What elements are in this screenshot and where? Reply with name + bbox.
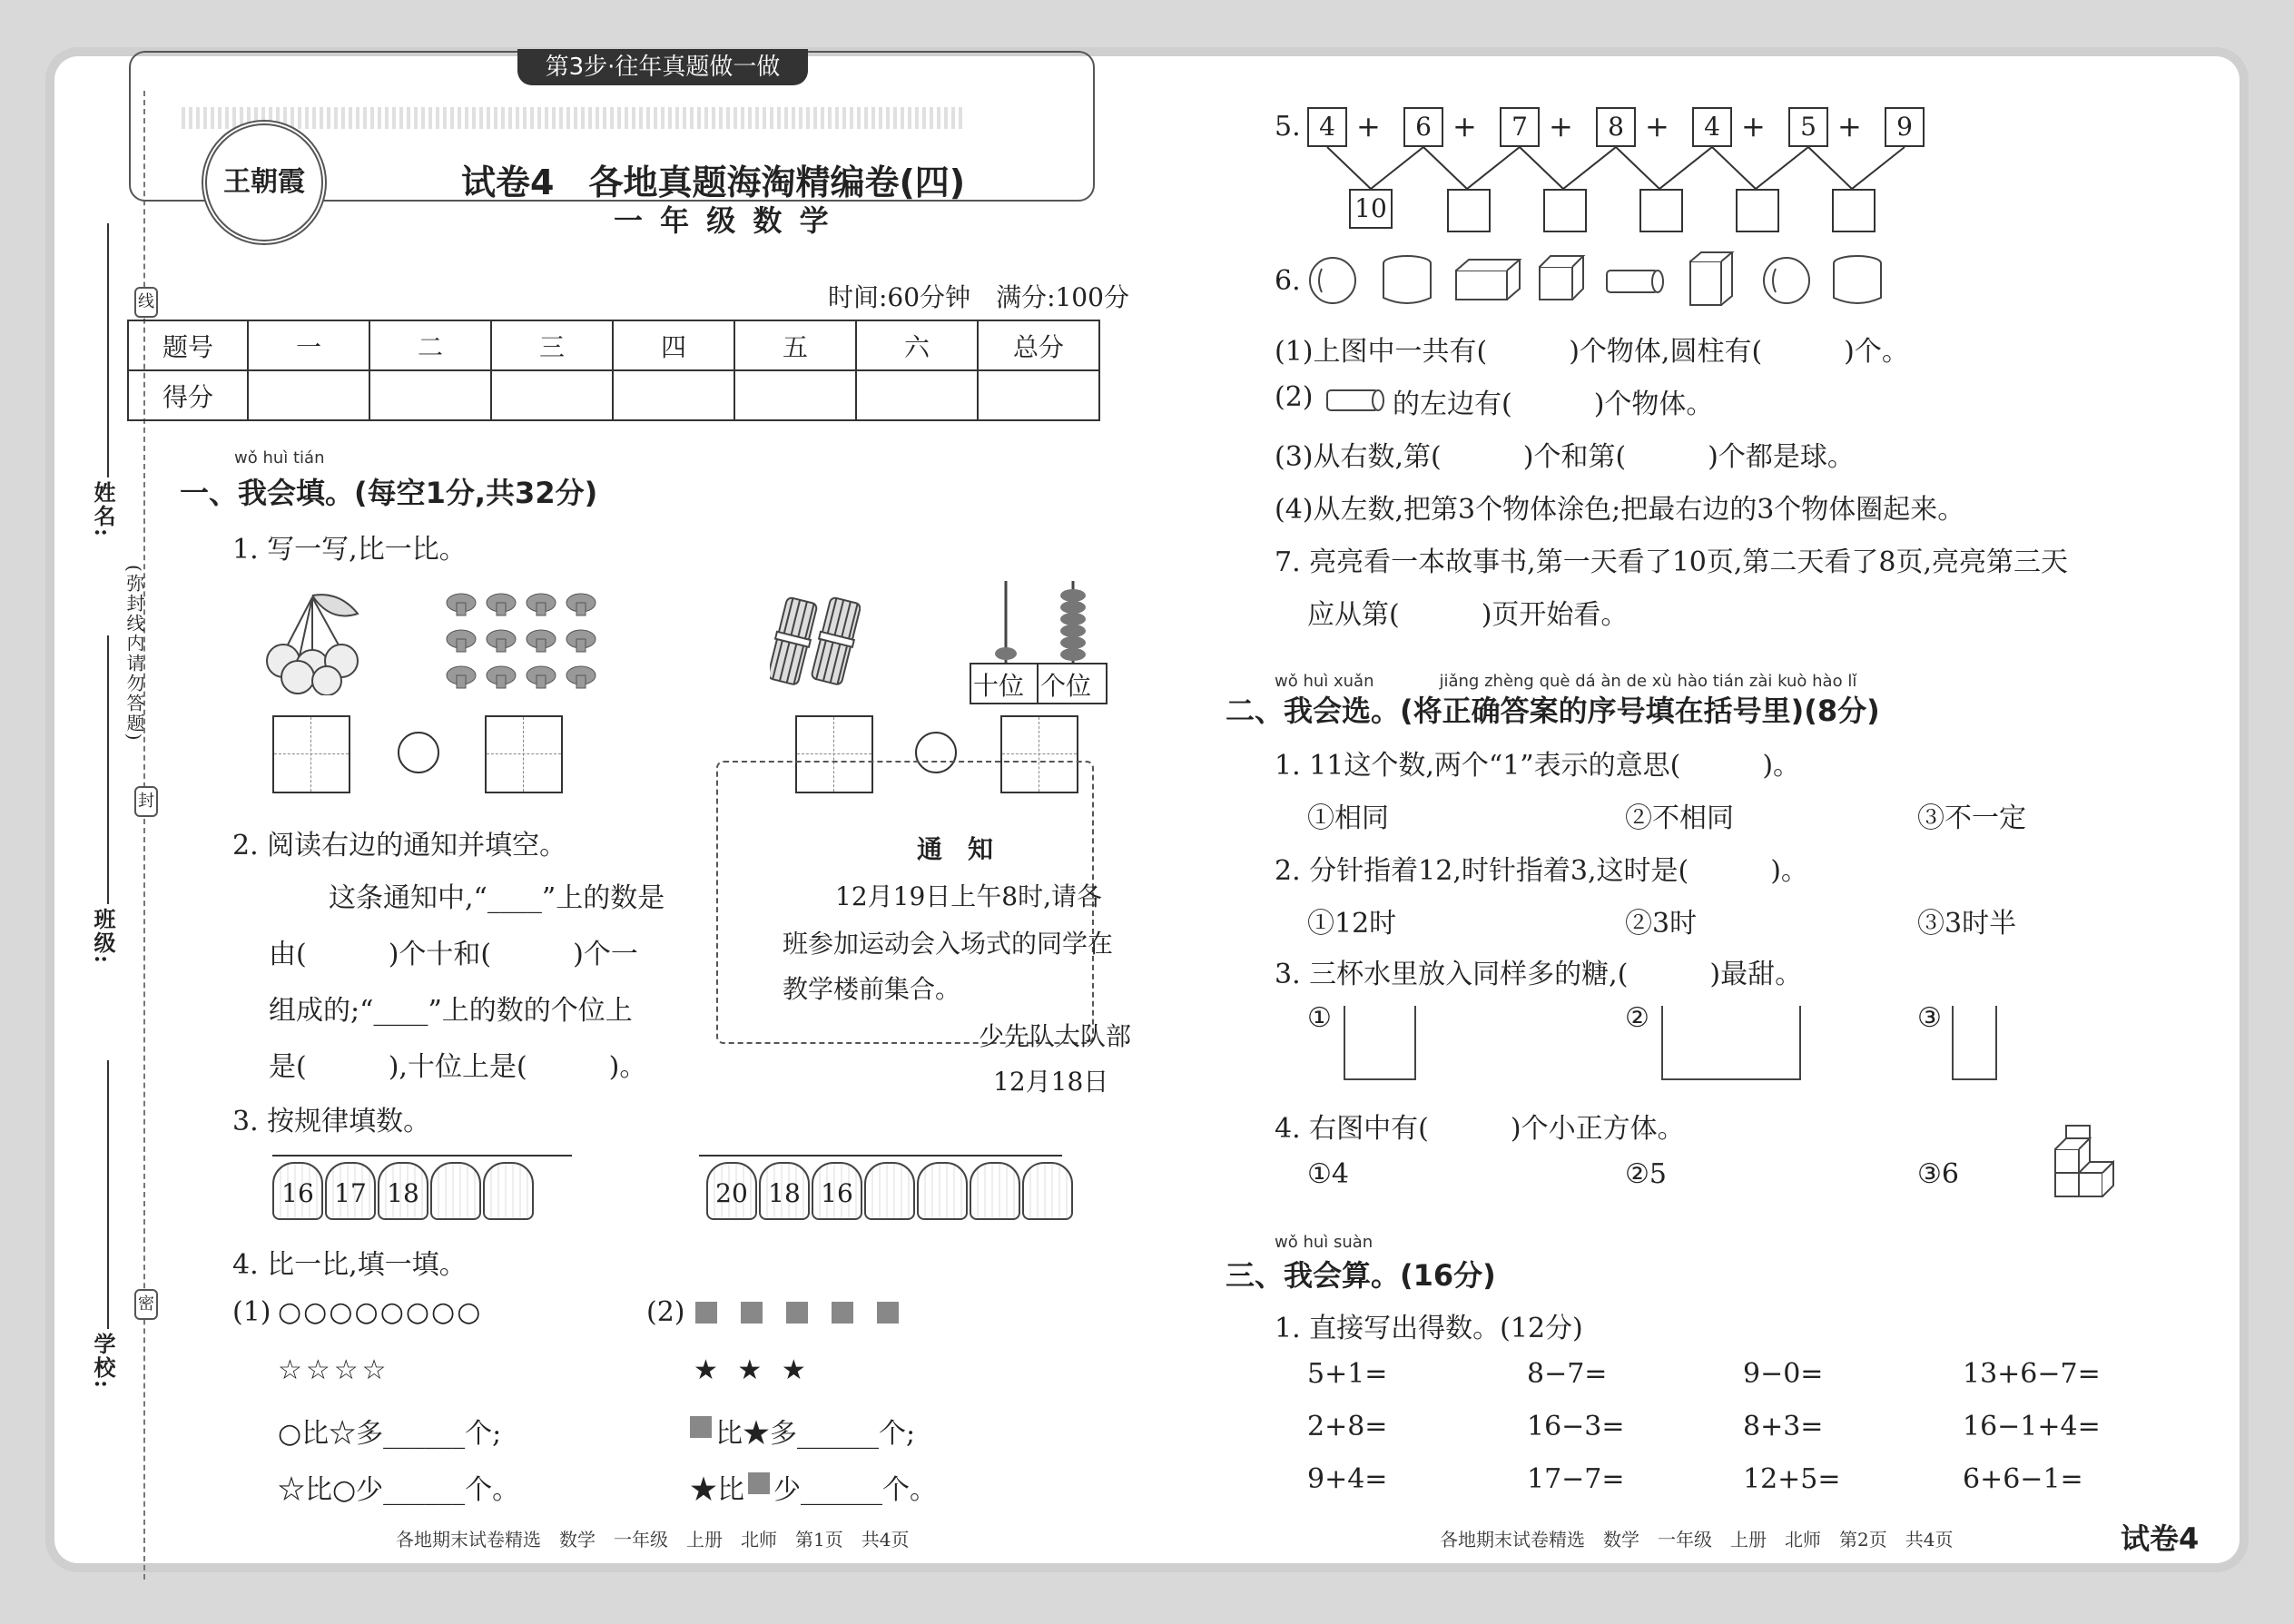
name-label: 姓名:	[90, 481, 116, 538]
sec2-q4-opt-1[interactable]: ①4	[1307, 1158, 1349, 1190]
gray-square-icon	[741, 1302, 763, 1324]
time-info: 时间:60分钟 满分:100分	[828, 282, 1129, 312]
seq2-string	[699, 1155, 1062, 1156]
brand-logo-text: 王朝霞	[223, 166, 305, 198]
plus-sign: +	[1741, 109, 1766, 143]
q2-line-4: 是( ),十位上是( )。	[269, 1051, 647, 1083]
footer-left: 各地期末试卷精选 数学 一年级 上册 北师 第1页 共4页	[396, 1529, 910, 1550]
plus-sign: +	[1837, 109, 1862, 143]
calc-item[interactable]: 9−0=	[1743, 1358, 1824, 1390]
score-header-cell: 题号	[128, 320, 248, 370]
seq1-string	[272, 1155, 572, 1156]
q2-line-3: 组成的;“____”上的数的个位上	[269, 995, 633, 1027]
brand-logo	[202, 120, 327, 245]
water-cup-2	[1661, 1006, 1801, 1080]
sec2-q2: 2. 分针指着12,时针指着3,这时是( )。	[1275, 855, 1808, 887]
q4b-label: (2)	[646, 1296, 685, 1328]
seq2-bell-blank[interactable]	[917, 1162, 968, 1220]
plus-sign: +	[1549, 109, 1573, 143]
plus-sign: +	[1452, 109, 1477, 143]
sec3-pinyin: wǒ huì suàn	[1275, 1233, 1373, 1252]
calc-item[interactable]: 9+4=	[1307, 1463, 1388, 1495]
sec3-q1: 1. 直接写出得数。(12分)	[1275, 1313, 1583, 1344]
sec2-q2-opt-3[interactable]: ③3时半	[1917, 908, 2017, 940]
q5-top-box: 6	[1403, 107, 1443, 147]
seq1-bell-3	[378, 1162, 428, 1220]
notice-title: 通 知	[917, 834, 994, 864]
abacus-label-ones: 个位	[1040, 671, 1092, 701]
lying-cylinder-icon	[1325, 385, 1385, 414]
q5-top-box: 8	[1596, 107, 1636, 147]
score-cell[interactable]	[369, 370, 491, 420]
sec2-q2-opt-2[interactable]: ②3时	[1625, 908, 1698, 940]
q5-bottom-box[interactable]	[1832, 189, 1876, 232]
score-row-label: 得分	[128, 370, 248, 420]
q6-line-1: (1)上图中一共有( )个物体,圆柱有( )个。	[1275, 336, 1909, 368]
seq1-bell-2	[325, 1162, 376, 1220]
notice-org: 少先队大队部	[979, 1021, 1132, 1051]
sec3-title: 三、我会算。(16分)	[1226, 1258, 1496, 1293]
score-cell[interactable]	[248, 370, 369, 420]
q6-line-2: 的左边有( )个物体。	[1393, 389, 1714, 420]
class-field[interactable]	[107, 635, 109, 904]
calc-item[interactable]: 5+1=	[1307, 1358, 1388, 1390]
sec1-pinyin: wǒ huì tián	[234, 448, 325, 468]
q5-top-box: 9	[1885, 107, 1925, 147]
sec2-q4: 4. 右图中有( )个小正方体。	[1275, 1113, 1685, 1145]
plus-sign: +	[1645, 109, 1669, 143]
q4b-stars: ★ ★ ★	[694, 1354, 812, 1386]
q6-line-2-prefix: (2)	[1275, 381, 1314, 413]
abacus-label-tens: 十位	[973, 671, 1025, 701]
cherries-illustration	[258, 586, 376, 695]
q5-top-box: 7	[1500, 107, 1540, 147]
seal-note: (弥封线内请勿答题)	[123, 565, 145, 743]
abacus-illustration	[970, 581, 1106, 663]
header-stripe	[182, 107, 962, 129]
score-header-cell: 一	[248, 320, 369, 370]
q5-bottom-box[interactable]	[1639, 189, 1683, 232]
school-label: 学校:	[90, 1333, 116, 1390]
answer-box-mushrooms[interactable]	[485, 715, 563, 793]
calc-item[interactable]: 8+3=	[1743, 1411, 1824, 1442]
seq1-value: 17	[334, 1178, 367, 1208]
q5-top-box: 5	[1788, 107, 1828, 147]
score-table	[127, 320, 1100, 421]
q5-top-box: 4	[1692, 107, 1732, 147]
sec2-q2-opt-1[interactable]: ①12时	[1307, 908, 1397, 940]
q4b-line-2b: 少______个。	[773, 1474, 937, 1506]
q4a-label: (1)	[232, 1296, 271, 1328]
compare-circle-1[interactable]	[398, 732, 439, 773]
sec1-q3: 3. 按规律填数。	[232, 1106, 431, 1137]
seq2-bell-1	[706, 1162, 757, 1220]
score-cell[interactable]	[491, 370, 613, 420]
cylinder-icon	[1383, 256, 1431, 303]
sec2-q1: 1. 11这个数,两个“1”表示的意思( )。	[1275, 750, 1801, 782]
seq2-value: 20	[715, 1178, 748, 1208]
sec2-q1-opt-1[interactable]: ①相同	[1307, 802, 1389, 834]
sec2-pinyin: wǒ huì xuǎn jiǎng zhèng què dá àn de xù hào tián zài kuò hào lǐ	[1275, 672, 1857, 691]
sec1-q2: 2. 阅读右边的通知并填空。	[232, 830, 567, 861]
score-header-cell: 总分	[978, 320, 1099, 370]
q5-bottom-box[interactable]	[1543, 189, 1587, 232]
cylinder-icon	[1834, 256, 1881, 303]
sec2-q1-opt-3[interactable]: ③不一定	[1917, 802, 2026, 834]
score-header-cell: 二	[369, 320, 491, 370]
score-cell[interactable]	[856, 370, 978, 420]
q5-top-box: 4	[1307, 107, 1347, 147]
binding-mark-feng: 封	[134, 786, 158, 817]
lying-cylinder-icon	[1607, 271, 1663, 292]
score-header-cell: 六	[856, 320, 978, 370]
score-cell[interactable]	[613, 370, 734, 420]
seq2-bell-2	[759, 1162, 810, 1220]
stick-bundles-illustration	[770, 595, 861, 690]
q4b-line-2a: ★比	[690, 1474, 744, 1506]
q4a-circles: ○○○○○○○○	[278, 1296, 483, 1328]
q6-line-3: (3)从右数,第( )个和第( )个都是球。	[1275, 441, 1855, 473]
calc-item[interactable]: 13+6−7=	[1963, 1358, 2101, 1390]
tall-cuboid-icon	[1690, 252, 1732, 305]
q5-label: 5.	[1275, 111, 1301, 143]
binding-mark-xian: 线	[134, 287, 158, 318]
binding-mark-mi: 密	[134, 1289, 158, 1320]
sec2-q3-opt-3[interactable]: ③	[1917, 1002, 1942, 1034]
score-cell[interactable]	[734, 370, 856, 420]
notice-line-2: 班参加运动会入场式的同学在	[783, 929, 1114, 959]
mushrooms-illustration	[445, 588, 608, 695]
sphere-icon	[1764, 258, 1809, 303]
class-label: 班级:	[90, 908, 116, 965]
seq1-value: 16	[281, 1178, 314, 1208]
cube-icon	[1540, 256, 1583, 300]
calc-item[interactable]: 2+8=	[1307, 1411, 1388, 1442]
seq2-bell-3	[812, 1162, 862, 1220]
q5-bottom-box: 10	[1349, 189, 1393, 229]
calc-item[interactable]: 16−3=	[1527, 1411, 1625, 1442]
calc-item[interactable]: 17−7=	[1527, 1463, 1625, 1495]
plus-sign: +	[1356, 109, 1381, 143]
seq1-value: 18	[387, 1178, 419, 1208]
calc-item[interactable]: 8−7=	[1527, 1358, 1608, 1390]
gray-square-icon	[690, 1416, 712, 1438]
sec2-q3-opt-1[interactable]: ①	[1307, 1002, 1332, 1034]
q5-connector-lines	[1307, 145, 1943, 191]
notice-line-3: 教学楼前集合。	[783, 974, 961, 1004]
q6-line-4: (4)从左数,把第3个物体涂色;把最右边的3个物体圈起来。	[1275, 494, 1965, 526]
gray-square-icon	[748, 1472, 770, 1494]
footer-right: 各地期末试卷精选 数学 一年级 上册 北师 第2页 共4页	[1440, 1529, 1954, 1550]
sec2-q1-opt-2[interactable]: ②不相同	[1625, 802, 1734, 834]
calc-item[interactable]: 16−1+4=	[1963, 1411, 2101, 1442]
q6-label: 6.	[1275, 265, 1301, 297]
answer-box-cherries[interactable]	[272, 715, 350, 793]
cuboid-icon	[1456, 260, 1520, 300]
sec1-title: 一、我会填。(每空1分,共32分)	[180, 476, 598, 510]
q2-line-1: 这条通知中,“____”上的数是	[329, 882, 665, 914]
seq1-bell-1	[272, 1162, 323, 1220]
sec1-q1: 1. 写一写,比一比。	[232, 534, 467, 566]
q2-line-2: 由( )个十和( )个一	[269, 939, 638, 970]
score-header-cell: 四	[613, 320, 734, 370]
seq1-bell-blank[interactable]	[483, 1162, 534, 1220]
gray-square-icon	[832, 1302, 853, 1324]
exam-sheet	[54, 56, 2240, 1563]
name-field[interactable]	[107, 223, 109, 477]
q7-line-1: 7. 亮亮看一本故事书,第一天看了10页,第二天看了8页,亮亮第三天	[1275, 546, 2069, 578]
water-cup-1	[1344, 1006, 1416, 1080]
score-cell[interactable]	[978, 370, 1099, 420]
score-header-cell: 三	[491, 320, 613, 370]
exam-badge: 试卷4	[2121, 1521, 2200, 1556]
calc-item[interactable]: 12+5=	[1743, 1463, 1841, 1495]
sec2-q3: 3. 三杯水里放入同样多的糖,( )最甜。	[1275, 959, 1803, 990]
step-tag: 第3步·往年真题做一做	[517, 49, 808, 85]
sec1-q4: 4. 比一比,填一填。	[232, 1249, 467, 1281]
sphere-icon	[1310, 258, 1355, 303]
notice-date: 12月18日	[993, 1067, 1109, 1097]
q5-bottom-box[interactable]	[1447, 189, 1491, 232]
exam-subtitle: 一 年 级 数 学	[614, 203, 832, 238]
gray-square-icon	[786, 1302, 808, 1324]
cubes-stack-illustration	[2053, 1122, 2130, 1198]
q7-line-2: 应从第( )页开始看。	[1307, 599, 1629, 631]
q4a-line-2: ☆比○少______个。	[278, 1474, 520, 1506]
sec2-q4-opt-3[interactable]: ③6	[1917, 1158, 1959, 1190]
seq2-bell-blank[interactable]	[1022, 1162, 1073, 1220]
calc-item[interactable]: 6+6−1=	[1963, 1463, 2083, 1495]
gray-square-icon	[695, 1302, 717, 1324]
q5-bottom-box[interactable]	[1736, 189, 1779, 232]
exam-title: 试卷4 各地真题海淘精编卷(四)	[461, 162, 966, 202]
q4a-stars: ☆☆☆☆	[278, 1354, 390, 1386]
abacus-divider	[1037, 663, 1039, 703]
notice-line-1: 12月19日上午8时,请各	[835, 881, 1102, 911]
q6-shapes-row	[1307, 251, 1888, 310]
seq2-bell-blank[interactable]	[970, 1162, 1020, 1220]
seq2-value: 18	[768, 1178, 801, 1208]
q4b-line-1: 比★多______个;	[715, 1418, 916, 1450]
q4a-line-1: ○比☆多______个;	[278, 1418, 502, 1450]
sec2-q3-opt-2[interactable]: ②	[1625, 1002, 1649, 1034]
water-cup-3	[1952, 1006, 1997, 1080]
school-field[interactable]	[107, 1060, 109, 1329]
gray-square-icon	[877, 1302, 899, 1324]
sec2-title: 二、我会选。(将正确答案的序号填在括号里)(8分)	[1226, 694, 1880, 728]
seq1-bell-blank[interactable]	[430, 1162, 481, 1220]
score-header-cell: 五	[734, 320, 856, 370]
seq2-bell-blank[interactable]	[864, 1162, 915, 1220]
sec2-q4-opt-2[interactable]: ②5	[1625, 1158, 1667, 1190]
seq2-value: 16	[821, 1178, 853, 1208]
